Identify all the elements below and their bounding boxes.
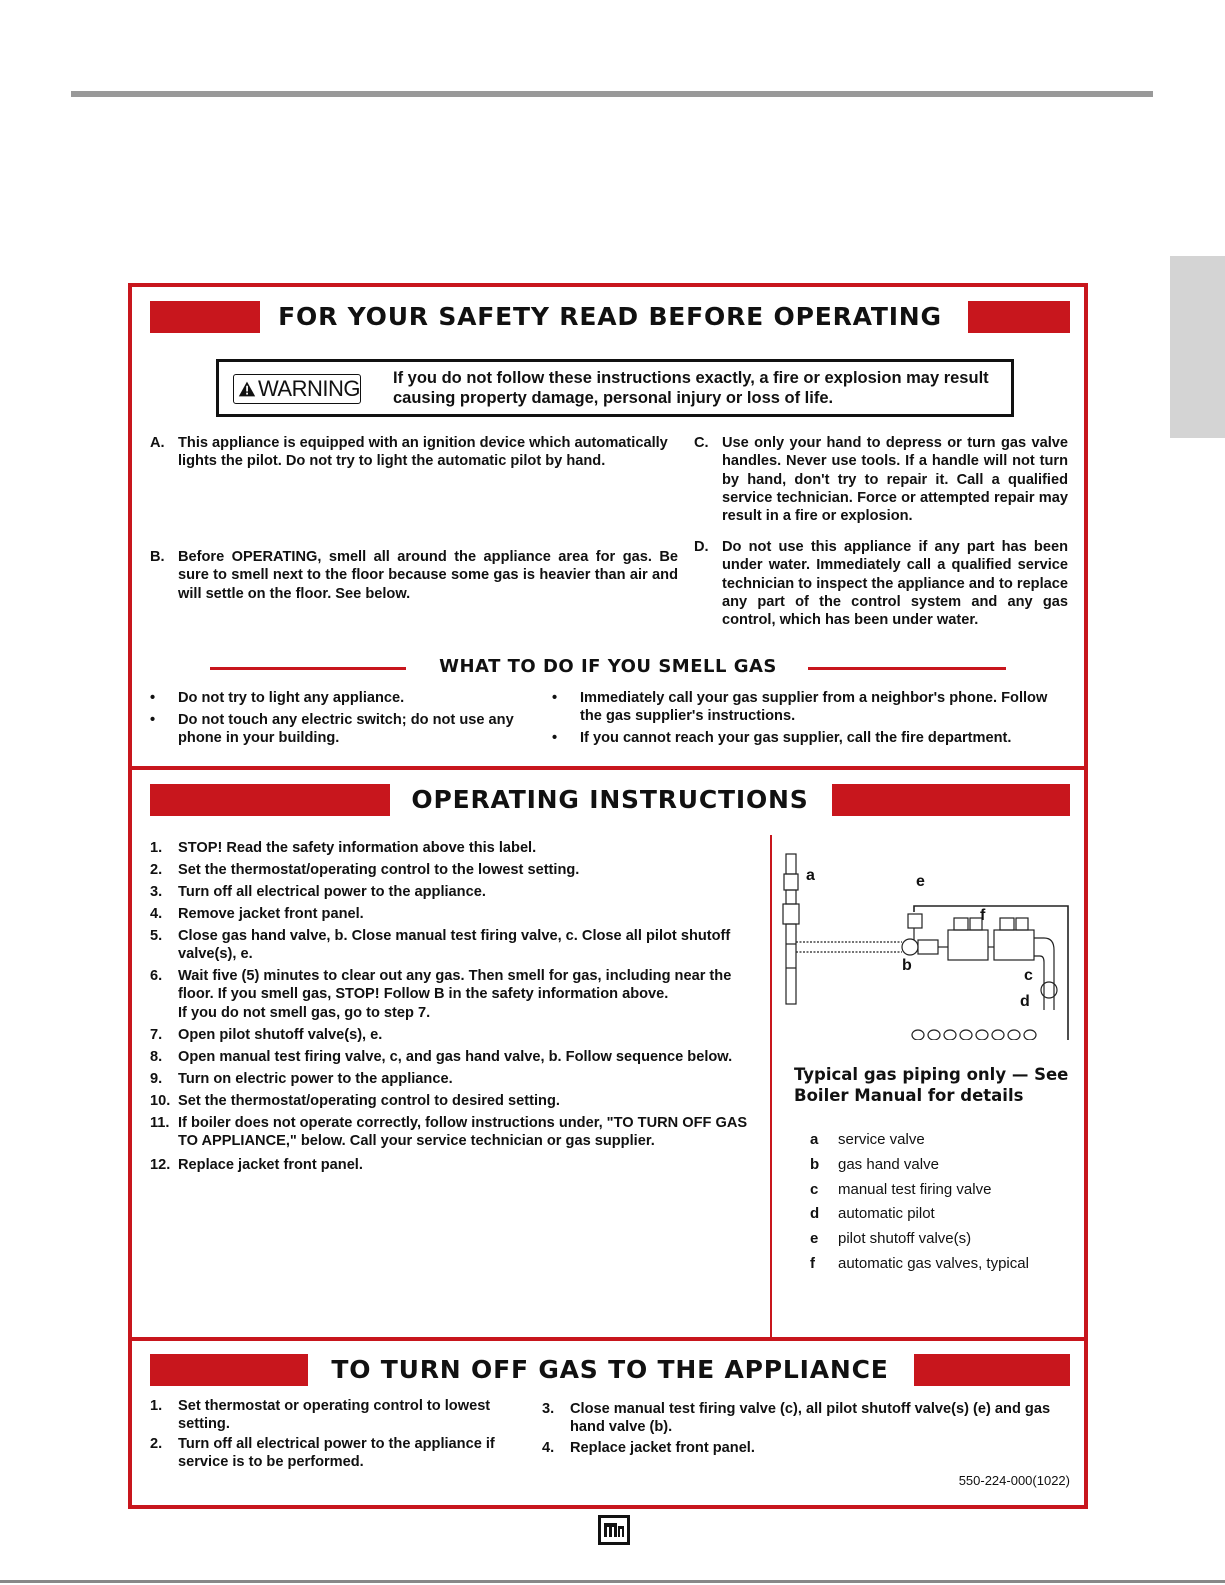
safety-header [150,301,1070,333]
legend-item: e pilot shutoff valve(s) [810,1230,972,1247]
op-step: 3. Turn off all electrical power to the appliance. [150,884,486,900]
part-number: 550-224-000(1022) [958,1473,1070,1488]
safety-item-c [694,434,1068,525]
bullet-dot: • [150,712,156,728]
smell-bullet-right-2 [552,729,1072,747]
diagram-label-c: c [1024,967,1033,984]
gas-piping-diagram [778,850,1073,1040]
item-letter: A. [150,435,165,451]
op-step: 10. Set the thermostat/operating control to desired setting. [150,1093,560,1109]
top-rule [71,91,1153,97]
section-divider [132,766,1084,770]
safety-title: FOR YOUR SAFETY READ BEFORE OPERATING [278,302,942,331]
op-step: 5. Close gas hand valve, b. Close manual test firing valve, c. Close all pilot shutoff valve(s), e. [150,928,731,963]
warning-badge [233,374,361,404]
legend-item: f automatic gas valves, typical [810,1255,1029,1272]
legend-item: a service valve [810,1131,925,1148]
diagram-label-d: d [1020,993,1030,1010]
item-letter: C. [694,435,709,451]
op-step: 8. Open manual test firing valve, c, and gas hand valve, b. Follow sequence below. [150,1049,733,1065]
turn-off-header [150,1354,1070,1386]
item-letter: D. [694,539,709,555]
bottom-rule [0,1580,1225,1583]
item-text: Do not use this appliance if any part has been under water. Immediately call a qualified service technician to inspect the appliance and to replace any part of the control system and any gas control, which has been under water. [722,539,1068,629]
item-text: Use only your hand to depress or turn gas valve handles. Never use tools. If a handle will not turn by hand, don't try to repair it. Call a qualified service technician. Force or attempted repair may result in a fire or explosion. [722,435,1068,525]
off-step: 3. Close manual test firing valve (c), all pilot shutoff valve(s) (e) and gas hand valve (b). [542,1401,1051,1436]
item-text: This appliance is equipped with an ignition device which automatically lights the pilot. Do not try to light the automatic pilot by hand. [178,435,668,470]
warning-label: WARNING [257,376,360,401]
smell-bullet-right-1 [552,689,1072,726]
smell-bullet-left-2 [150,711,528,748]
legend-item: d automatic pilot [810,1205,935,1222]
off-step: 4. Replace jacket front panel. [542,1440,755,1456]
bullet-dot: • [552,690,558,706]
bullet-text: Immediately call your gas supplier from a neighbor's phone. Follow the gas supplier's instructions. [580,690,1048,725]
smell-gas-header [132,656,1084,680]
diagram-label-b: b [902,957,912,974]
smell-bullet-left-1 [150,689,550,707]
column-divider [770,835,772,1337]
bullet-text: Do not touch any electric switch; do not use any phone in your building. [178,712,514,747]
op-step: 4. Remove jacket front panel. [150,906,364,922]
bullet-text: If you cannot reach your gas supplier, call the fire department. [580,730,1012,746]
off-step: 2. Turn off all electrical power to the appliance if service is to be performed. [150,1436,495,1471]
safety-item-d [694,538,1068,629]
side-tab [1170,256,1225,438]
section-divider [132,1337,1084,1341]
warning-triangle-icon [238,379,256,399]
smell-gas-title: WHAT TO DO IF YOU SMELL GAS [439,656,777,677]
bullet-text: Do not try to light any appliance. [178,690,405,706]
operating-title: OPERATING INSTRUCTIONS [411,785,809,814]
safety-label [128,283,1088,1509]
op-step: 2. Set the thermostat/operating control to the lowest setting. [150,862,580,878]
diagram-label-a: a [806,867,815,884]
legend-item: c manual test firing valve [810,1181,992,1198]
op-step: 11. If boiler does not operate correctly, follow instructions under, "TO TURN OFF GAS TO APPLIANCE," below. Call your service technician or gas supplier. [150,1115,748,1150]
diagram-label-f: f [980,907,986,924]
warning-text: If you do not follow these instructions exactly, a fire or explosion may result causing property damage, personal injury or loss of life. [393,369,989,407]
warning-box [216,359,1014,417]
item-letter: B. [150,549,165,565]
op-step: 7. Open pilot shutoff valve(s), e. [150,1027,383,1043]
operating-header [150,784,1070,816]
op-step: 1. STOP! Read the safety information above this label. [150,840,537,856]
turn-off-title: TO TURN OFF GAS TO THE APPLIANCE [331,1355,889,1384]
bullet-dot: • [552,730,558,746]
bullet-dot: • [150,690,156,706]
safety-item-a [150,434,678,471]
op-step: 6. Wait five (5) minutes to clear out any gas. Then smell for gas, including near the floor. If you smell gas, STOP! Follow B in the safety information above. [150,968,732,1003]
op-step: 12. Replace jacket front panel. [150,1157,363,1173]
op-step: 9. Turn on electric power to the appliance. [150,1071,453,1087]
diagram-caption: Typical gas piping only — See Boiler Manual for details [794,1065,1069,1105]
safety-item-b [150,548,678,603]
diagram-label-e: e [916,873,925,890]
wm-logo-icon [597,1514,631,1546]
item-text: Before OPERATING, smell all around the appliance area for gas. Be sure to smell next to the floor because some gas is heavier than air and will settle on the floor. See below. [178,549,678,602]
op-step: If you do not smell gas, go to step 7. [178,1005,431,1021]
off-step: 1. Set thermostat or operating control to lowest setting. [150,1398,491,1433]
legend-item: b gas hand valve [810,1156,939,1173]
